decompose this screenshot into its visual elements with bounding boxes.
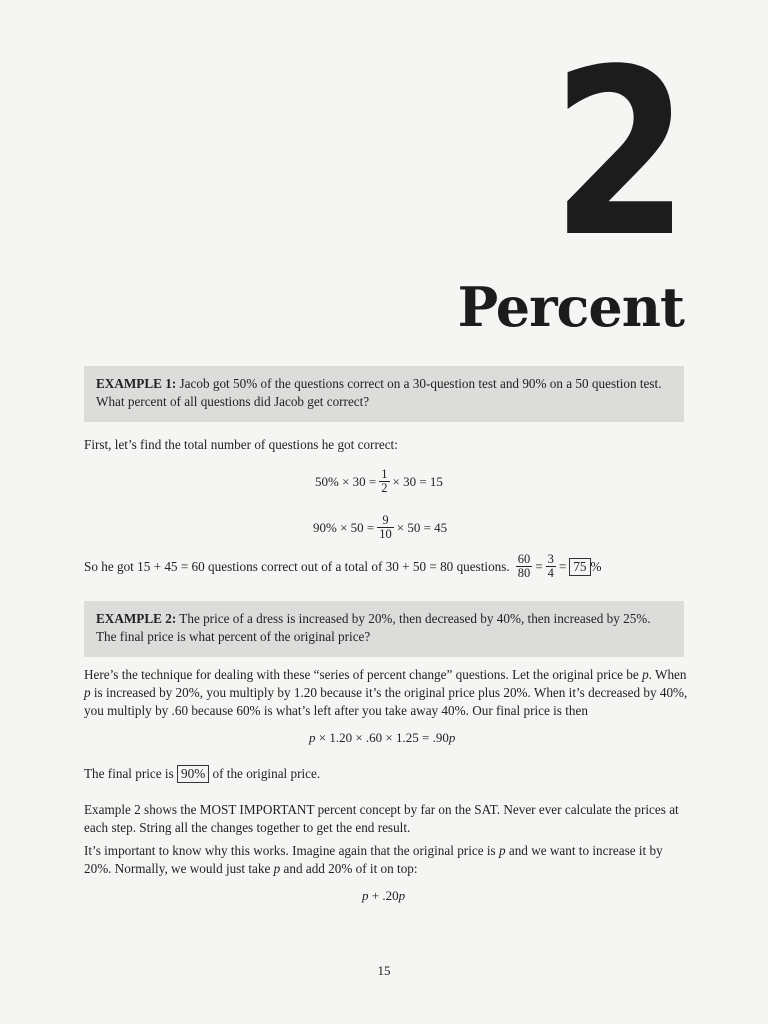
text-run: . When [648,667,687,682]
example-2-box [84,601,684,657]
fraction-nine-tenths [377,514,394,541]
chapter-number: 2 [551,21,684,288]
fraction-denominator: 4 [547,566,554,580]
variable-p: p [398,888,406,903]
fraction-denominator: 80 [517,566,531,580]
variable-p: p [498,843,506,858]
equals-sign: = [535,558,543,574]
example-1-label: EXAMPLE 1: [96,376,177,391]
paragraph-final-price [84,765,690,783]
variable-p: p [362,888,369,903]
variable-p: p [84,685,91,700]
equation-1-rhs: × 30 = 15 [392,473,443,489]
fraction-three-fourths [546,553,556,580]
equation-2-lhs: 90% × 50 = [313,519,375,535]
fraction-sixty-eightieths [516,553,533,580]
paragraph-total [84,553,602,580]
answer-box-90: 90% [177,765,209,783]
variable-p: p [642,667,649,682]
text-run: is increased by 20%, you multiply by 1.20 because it’s the original price plus 20%. When it’s decreased by 40%, you multiply by .60 because 60% is what’s left after you take away 40%. Our final price is then [84,685,688,718]
variable-p: p [448,730,456,745]
example-1-text: Jacob got 50% of the questions correct on a 30-question test and 90% on a 50 question test. What percent of all questions did Jacob get correct? [96,376,662,409]
example-1-box [84,366,684,422]
fraction-numerator: 9 [382,513,389,527]
fraction-numerator: 3 [547,552,554,566]
fraction-denominator: 2 [381,481,388,495]
paragraph-intro: First, let’s find the total number of questions he got correct: [84,437,398,452]
answer-box-75: 75 [569,558,590,576]
paragraph-total-text: So he got 15 + 45 = 60 questions correct out of a total of 30 + 50 = 80 questions. [84,558,510,574]
equation-3-body: × 1.20 × .60 × 1.25 = .90 [315,730,449,745]
equation-2-rhs: × 50 = 45 [396,519,448,535]
equation-2 [313,514,447,541]
text-run: Here’s the technique for dealing with these “series of percent change” questions. Let the original price be [84,667,643,682]
variable-p: p [273,861,281,876]
text-run: and add 20% of it on top: [280,861,418,876]
text-run: of the original price. [209,766,321,781]
fraction-one-half [379,468,389,495]
equation-1 [315,468,443,495]
equation-4-body: + .20 [368,888,399,903]
chapter-title: Percent [457,275,684,339]
equation-3 [309,731,455,745]
paragraph-important-concept: Example 2 shows the MOST IMPORTANT percent concept by far on the SAT. Never ever calculate the prices at each step. String all the changes together to get the end result. [84,802,679,835]
paragraph-technique [84,666,690,720]
example-2-text: The price of a dress is increased by 20%, then decreased by 40%, then increased by 25%. The final price is what percent of the original price? [96,611,651,644]
text-run: It’s important to know why this works. Imagine again that the original price is [84,843,499,858]
paragraph-why-it-works [84,842,690,878]
equals-sign: = [558,558,567,574]
percent-sign: % [590,558,602,574]
fraction-numerator: 1 [381,467,388,481]
fraction-denominator: 10 [379,527,392,541]
page-number: 15 [377,963,391,978]
equation-1-lhs: 50% × 30 = [315,473,377,489]
text-run: and we want to increase it by 20%. Normally, we would just take [84,843,663,876]
example-2-label: EXAMPLE 2: [96,611,177,626]
variable-p: p [309,730,316,745]
equation-4 [362,889,405,903]
text-run: The final price is [84,766,178,781]
fraction-numerator: 60 [517,552,531,566]
